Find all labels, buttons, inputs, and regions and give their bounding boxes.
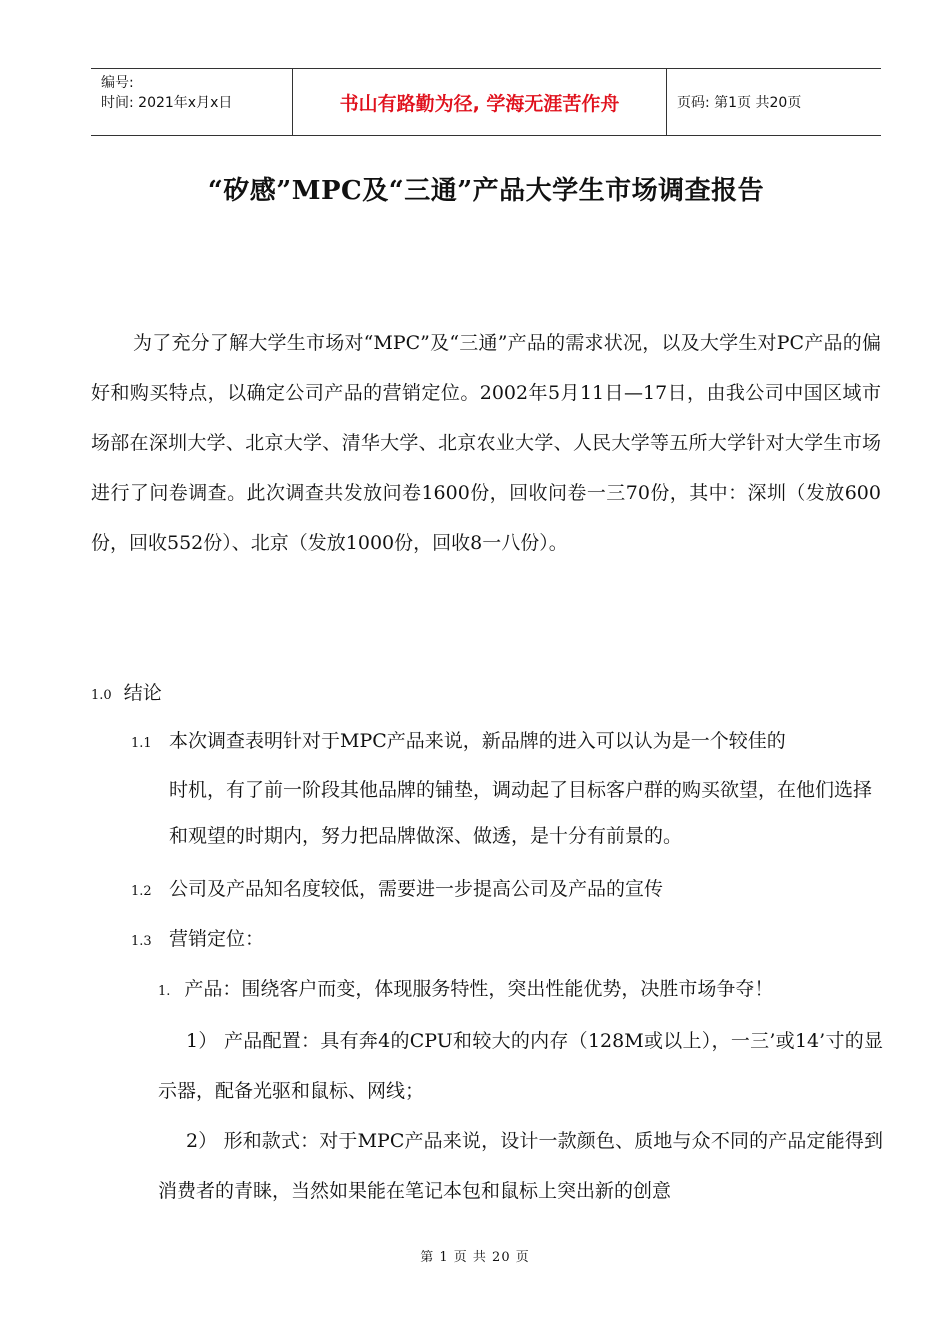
- intro-paragraph: 为了充分了解大学生市场对“MPC”及“三通”产品的需求状况，以及大学生对PC产品的偏好和购买特点，以确定公司产品的营销定位。2002年5月11日—17日，由我公司中国区域市场部在深圳大学、北京大学、清华大学、北京农业大学、人民大学等五所大学针对大学生市场进行了问卷调查。此次调查共发放问卷1600份，回收问卷一三70份，其中：深圳（发放600份，回收552份）、北京（发放1000份，回收8一八份）。: [91, 332, 881, 554]
- section-heading: [91, 668, 162, 721]
- item-text-continued: 时机，有了前一阶段其他品牌的铺垫，调动起了目标客户群的购买欲望，在他们选择和观望的时期内，努力把品牌做深、做透，是十分有前景的。: [169, 779, 873, 847]
- item-text: 营销定位：: [169, 928, 265, 950]
- sub-item-number: 1.: [158, 984, 171, 999]
- header-meta: [91, 69, 293, 135]
- item-number: 1.3: [131, 934, 152, 949]
- document-number-label: 编号:: [101, 75, 134, 91]
- sub-item: [158, 966, 883, 1015]
- list-item: [131, 866, 883, 915]
- section-number: 1.0: [91, 688, 112, 703]
- header-motto: 书山有路勤为径, 学海无涯苦作舟: [293, 69, 667, 135]
- page-header: [91, 68, 881, 136]
- item-text: 本次调查表明针对于MPC产品来说，新品牌的进入可以认为是一个较佳的: [169, 730, 786, 752]
- document-title: “矽感”MPC及“三通”产品大学生市场调查报告: [207, 176, 765, 206]
- item-number: 1.2: [131, 884, 152, 899]
- sub-item-text: 产品：围绕客户而变，体现服务特性，突出性能优势，决胜市场争夺！: [184, 978, 774, 1000]
- item-text: 公司及产品知名度较低，需要进一步提高公司及产品的宣传: [169, 878, 664, 900]
- list-item: [131, 916, 883, 965]
- item-number: 1.1: [131, 736, 152, 751]
- sub-paragraph-config: 1） 产品配置：具有奔4的CPU和较大的内存（128M或以上），一三’或14’寸的显示器，配备光驱和鼠标、网线；: [158, 1030, 883, 1102]
- header-page-label: 页码: 第1页 共20页: [677, 95, 802, 111]
- sub-paragraph-style: 2） 形和款式：对于MPC产品来说，设计一款颜色、质地与众不同的产品定能得到消费者的青睐，当然如果能在笔记本包和鼠标上突出新的创意: [158, 1130, 883, 1202]
- document-time-label: 时间: 2021年x月x日: [101, 95, 233, 111]
- list-item: [131, 718, 883, 859]
- section-label: 结论: [123, 682, 162, 704]
- page-footer: 第 1 页 共 20 页: [420, 1250, 530, 1265]
